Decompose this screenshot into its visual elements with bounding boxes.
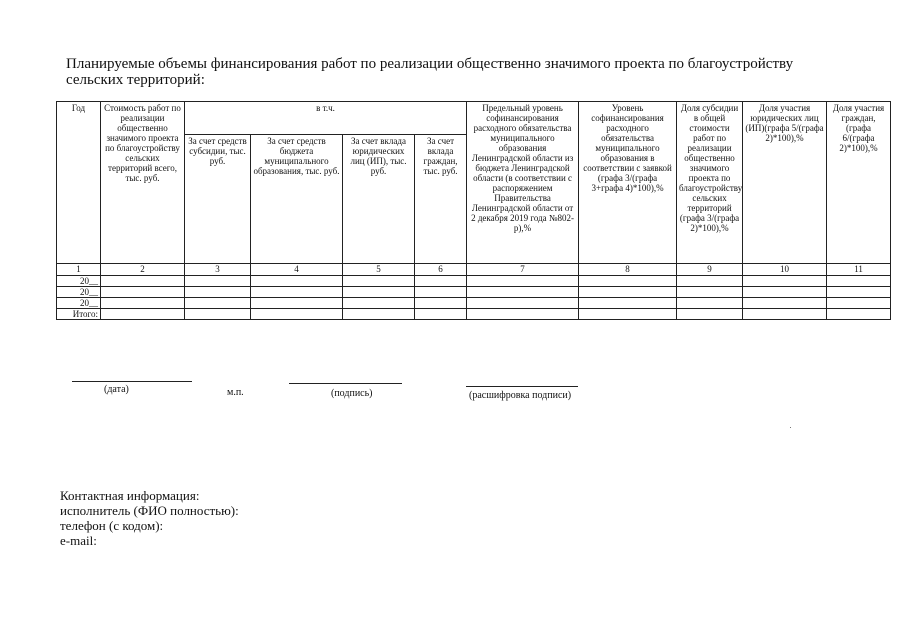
table-cell[interactable] bbox=[467, 309, 579, 320]
table-cell[interactable] bbox=[185, 276, 251, 287]
column-number: 1 bbox=[57, 264, 101, 276]
table-cell[interactable] bbox=[579, 276, 677, 287]
row-total-label: Итого: bbox=[57, 309, 101, 320]
table-cell[interactable] bbox=[251, 309, 343, 320]
table-cell[interactable] bbox=[343, 276, 415, 287]
table-cell[interactable] bbox=[415, 298, 467, 309]
table-cell[interactable] bbox=[743, 287, 827, 298]
table-cell[interactable] bbox=[579, 287, 677, 298]
table-cell[interactable] bbox=[415, 276, 467, 287]
header-limit-level: Предельный уровень софинансирования расходного обязательства муниципального образования Ленинградской области из бюджета Ленинградской области (в соответствии с распоряжением Правительства Ленинградской области от 2 декабря 2019 года №802-р),% bbox=[467, 102, 579, 264]
stamp-caption: м.п. bbox=[227, 387, 244, 398]
table-cell[interactable] bbox=[185, 298, 251, 309]
page-title: Планируемые объемы финансирования работ по реализации общественно значимого проекта по благоустройству сельских территорий: bbox=[66, 56, 794, 88]
contacts-phone: телефон (с кодом): bbox=[60, 518, 164, 533]
column-number: 8 bbox=[579, 264, 677, 276]
column-number: 11 bbox=[827, 264, 891, 276]
table-row bbox=[57, 276, 891, 287]
header-subsidy: За счет средств субсидии, тыс. руб. bbox=[185, 135, 251, 264]
scan-speck bbox=[790, 427, 791, 428]
header-municipal: За счет средств бюджета муниципального образования, тыс. руб. bbox=[251, 135, 343, 264]
table-cell[interactable] bbox=[827, 287, 891, 298]
table-cell[interactable] bbox=[827, 298, 891, 309]
table-cell[interactable] bbox=[343, 309, 415, 320]
column-number: 9 bbox=[677, 264, 743, 276]
column-number-row bbox=[57, 264, 891, 276]
row-year: 20__ bbox=[57, 276, 101, 287]
contacts-executor: исполнитель (ФИО полностью): bbox=[60, 503, 239, 518]
table-cell[interactable] bbox=[743, 309, 827, 320]
signature-caption: (подпись) bbox=[331, 388, 373, 399]
table-cell[interactable] bbox=[101, 309, 185, 320]
table-cell[interactable] bbox=[827, 309, 891, 320]
table-row bbox=[57, 287, 891, 298]
table-cell[interactable] bbox=[251, 276, 343, 287]
column-number: 4 bbox=[251, 264, 343, 276]
table-cell[interactable] bbox=[415, 287, 467, 298]
header-subsidy-share: Доля субсидии в общей стоимости работ по реализации общественно значимого проекта по благоустройству сельских территорий (графа 3/(графа 2)*100),% bbox=[677, 102, 743, 264]
table-cell[interactable] bbox=[467, 287, 579, 298]
signature-line[interactable] bbox=[289, 383, 402, 384]
table-row-total bbox=[57, 309, 891, 320]
decoding-line[interactable] bbox=[466, 386, 578, 387]
table-row bbox=[57, 298, 891, 309]
table-cell[interactable] bbox=[467, 276, 579, 287]
column-number: 5 bbox=[343, 264, 415, 276]
financing-table bbox=[56, 101, 891, 320]
date-caption: (дата) bbox=[104, 384, 129, 395]
date-line[interactable] bbox=[72, 381, 192, 382]
row-year: 20__ bbox=[57, 287, 101, 298]
table-cell[interactable] bbox=[743, 276, 827, 287]
column-number: 10 bbox=[743, 264, 827, 276]
table-cell[interactable] bbox=[101, 298, 185, 309]
table-cell[interactable] bbox=[343, 287, 415, 298]
table-cell[interactable] bbox=[579, 298, 677, 309]
decoding-caption: (расшифровка подписи) bbox=[469, 390, 572, 401]
table-cell[interactable] bbox=[415, 309, 467, 320]
header-legal: За счет вклада юридических лиц (ИП), тыс. руб. bbox=[343, 135, 415, 264]
row-year: 20__ bbox=[57, 298, 101, 309]
contacts-block bbox=[60, 488, 239, 548]
table-cell[interactable] bbox=[579, 309, 677, 320]
column-number: 2 bbox=[101, 264, 185, 276]
table-cell[interactable] bbox=[677, 298, 743, 309]
table-cell[interactable] bbox=[677, 309, 743, 320]
table-cell[interactable] bbox=[185, 287, 251, 298]
contacts-email: e-mail: bbox=[60, 533, 97, 548]
table-cell[interactable] bbox=[251, 298, 343, 309]
header-legal-share: Доля участия юридических лиц (ИП)(графа 5/(графа 2)*100),% bbox=[743, 102, 827, 264]
table-cell[interactable] bbox=[101, 287, 185, 298]
header-citizens-share: Доля участия граждан, (графа 6/(графа 2)*100),% bbox=[827, 102, 891, 264]
header-citizens: За счет вклада граждан, тыс. руб. bbox=[415, 135, 467, 264]
header-incl: в т.ч. bbox=[185, 102, 467, 135]
table-cell[interactable] bbox=[467, 298, 579, 309]
table-cell[interactable] bbox=[185, 309, 251, 320]
header-row-top bbox=[57, 102, 891, 135]
table-cell[interactable] bbox=[101, 276, 185, 287]
table-cell[interactable] bbox=[343, 298, 415, 309]
contacts-heading: Контактная информация: bbox=[60, 488, 200, 503]
table-cell[interactable] bbox=[677, 287, 743, 298]
column-number: 7 bbox=[467, 264, 579, 276]
table-cell[interactable] bbox=[743, 298, 827, 309]
table-cell[interactable] bbox=[677, 276, 743, 287]
table-cell[interactable] bbox=[251, 287, 343, 298]
header-year: Год bbox=[57, 102, 101, 264]
header-level: Уровень софинансирования расходного обязательства муниципального образования в соответствии с заявкой (графа 3/(графа 3+графа 4)*100),% bbox=[579, 102, 677, 264]
table-cell[interactable] bbox=[827, 276, 891, 287]
column-number: 3 bbox=[185, 264, 251, 276]
column-number: 6 bbox=[415, 264, 467, 276]
header-cost: Стоимость работ по реализации общественно значимого проекта по благоустройству сельских территорий всего, тыс. руб. bbox=[101, 102, 185, 264]
